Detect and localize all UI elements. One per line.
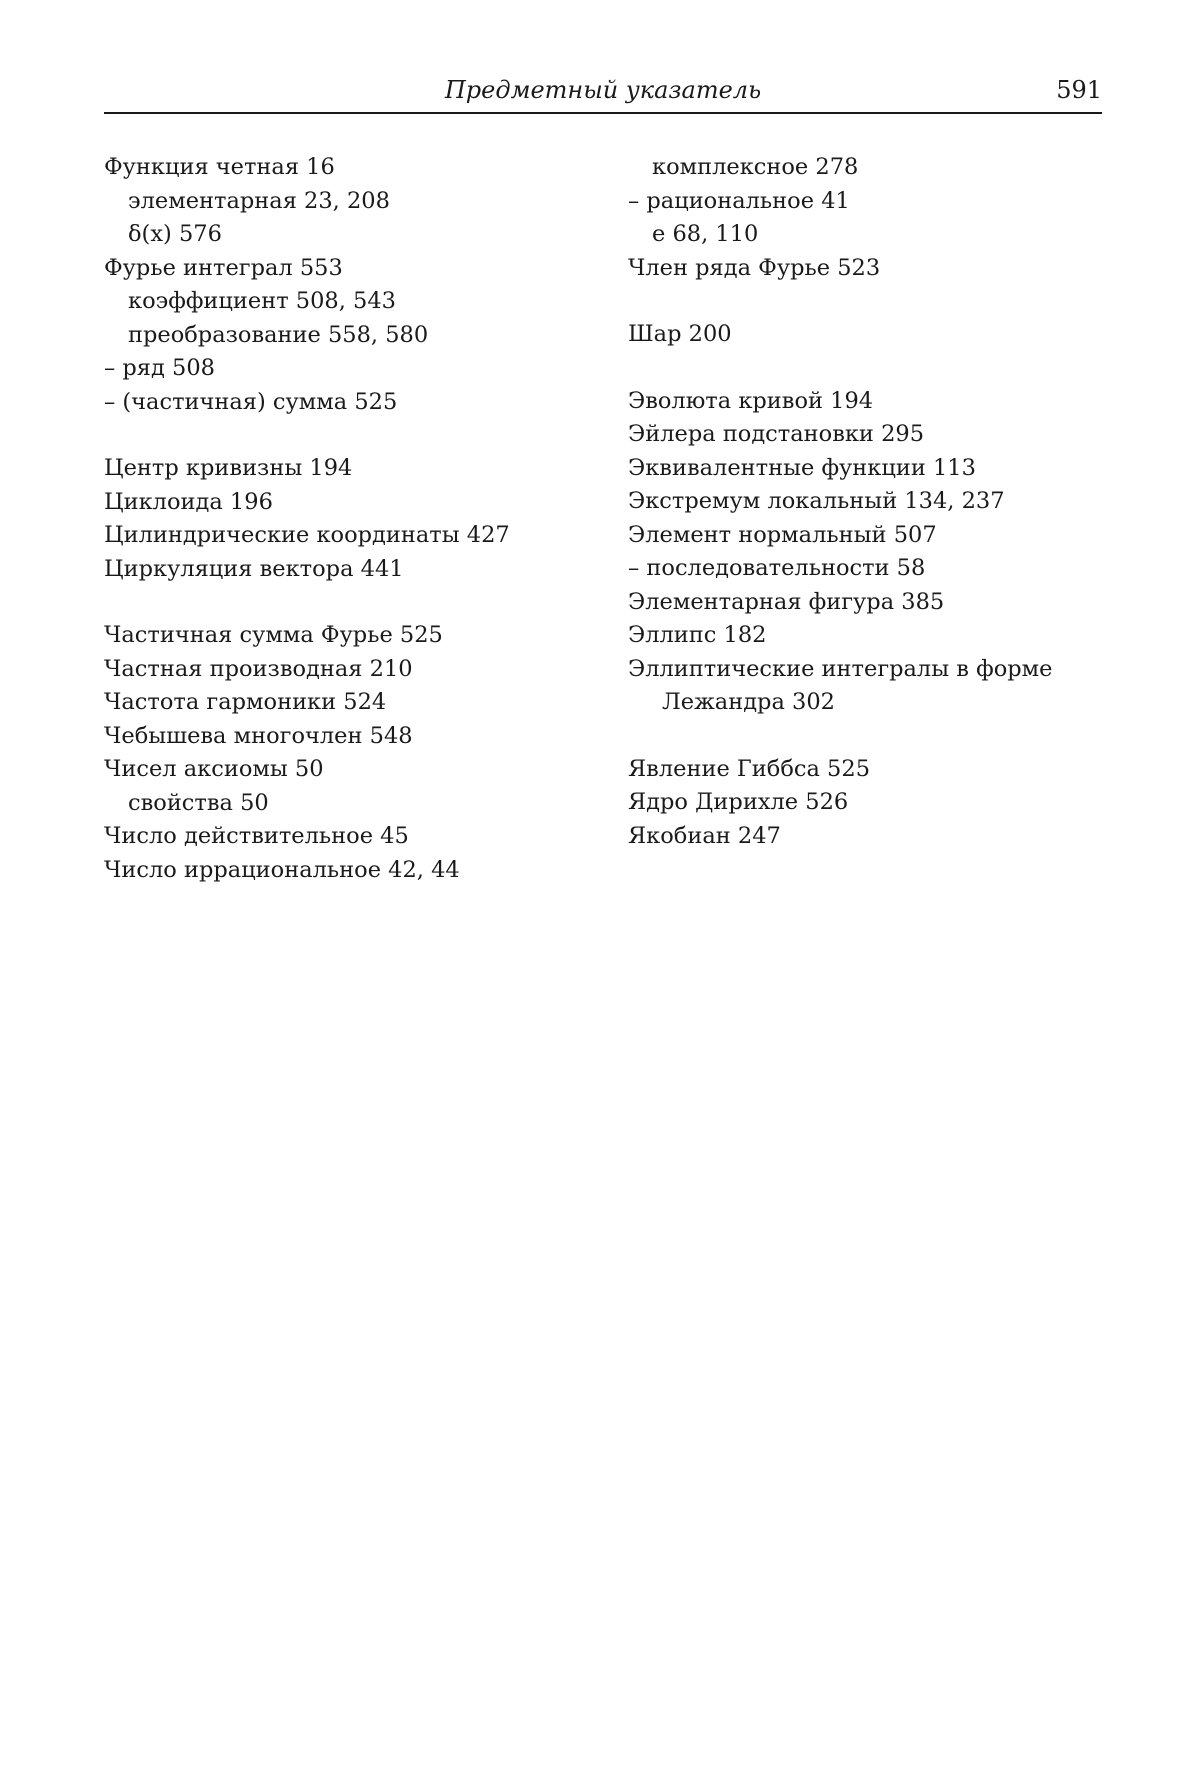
index-subentry: δ(x) 576 [128, 221, 222, 247]
index-entry: – последовательности 58 [628, 555, 926, 581]
index-entry: Шар 200 [628, 321, 732, 347]
index-entry: Эйлера подстановки 295 [628, 421, 925, 447]
index-subentry: преобразование 558, 580 [128, 321, 429, 348]
index-letter-group [628, 151, 1098, 285]
running-header [104, 70, 1102, 114]
index-entry: Эллипс 182 [628, 622, 767, 648]
index-subentry: элементарная 23, 208 [128, 187, 390, 214]
index-letter-group [104, 151, 574, 419]
index-entry: – рациональное 41 [628, 187, 850, 214]
index-entry: Цилиндрические координаты 427 [104, 522, 510, 548]
index-entry: Элементарная фигура 385 [628, 588, 945, 615]
index-entry: – ряд 508 [104, 355, 215, 381]
index-entry: Эволюта кривой 194 [628, 387, 874, 414]
index-entry: Экстремум локальный 134, 237 [628, 488, 1005, 514]
index-subentry: свойства 50 [128, 789, 269, 816]
index-entry: Фурье интеграл 553 [104, 254, 343, 281]
index-entry: Функция четная 16 [104, 154, 335, 180]
index-letter-group [104, 619, 574, 887]
index-letter-group [628, 385, 1098, 720]
index-subentry: комплексное 278 [652, 154, 859, 180]
index-entry: Член ряда Фурье 523 [628, 254, 881, 281]
index-entry: Чисел аксиомы 50 [104, 756, 324, 782]
page-number: 591 [1056, 76, 1102, 104]
running-header-title: Предметный указатель [444, 76, 762, 104]
index-entry: Циклоида 196 [104, 488, 273, 515]
index-entry: Число действительное 45 [104, 823, 409, 849]
index-entry: Якобиан 247 [628, 822, 781, 849]
index-column-left [104, 151, 574, 920]
index-entry: – (частичная) сумма 525 [104, 388, 398, 415]
index-entry: Частная производная 210 [104, 655, 413, 682]
index-subentry: Лежандра 302 [662, 689, 835, 715]
index-entry: Циркуляция вектора 441 [104, 555, 404, 582]
index-entry: Число иррациональное 42, 44 [104, 856, 460, 883]
index-subentry: коэффициент 508, 543 [128, 288, 397, 314]
index-letter-group [628, 318, 1098, 352]
index-entry: Эллиптические интегралы в форме [628, 655, 1053, 682]
index-entry: Элемент нормальный 507 [628, 521, 937, 548]
index-entry: Частота гармоники 524 [104, 689, 387, 715]
index-letter-group [628, 753, 1098, 854]
index-entry: Эквивалентные функции 113 [628, 454, 976, 481]
index-column-right [628, 151, 1098, 886]
index-entry: Чебышева многочлен 548 [104, 722, 413, 749]
index-entry: Явление Гиббса 525 [628, 755, 871, 782]
index-entry: Ядро Дирихле 526 [628, 789, 849, 815]
index-letter-group [104, 452, 574, 586]
index-entry: Частичная сумма Фурье 525 [104, 622, 443, 648]
index-subentry: e 68, 110 [652, 221, 759, 247]
index-entry: Центр кривизны 194 [104, 455, 353, 481]
